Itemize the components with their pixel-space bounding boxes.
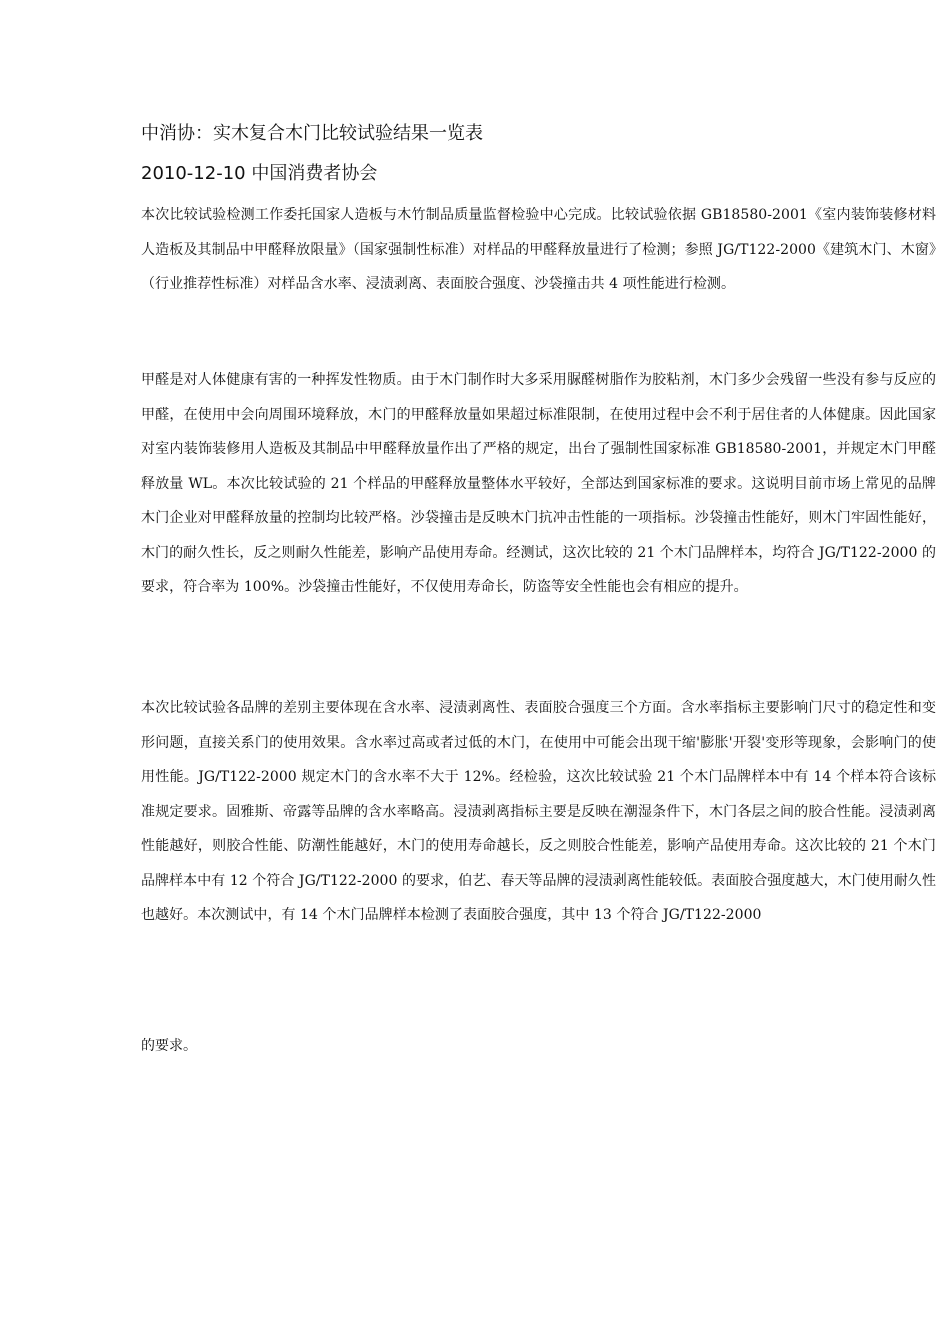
paragraph-tail: 的要求。	[141, 1038, 197, 1054]
paragraph-formaldehyde: 甲醛是对人体健康有害的一种挥发性物质。由于木门制作时大多采用脲醛树脂作为胶粘剂，木门多少会残留一些没有参与反应的甲醛，在使用中会向周围环境释放，木门的甲醛释放量如果超过标准限制，在使用过程中会不利于居住者的人体健康。因此国家对室内装饰装修用人造板及其制品中甲醛释放量作出了严格的规定，出台了强制性国家标准 GB18580-2001，并规定木门甲醛释放量 WL。本次比较试验的 21 个样品的甲醛释放量整体水平较好，全部达到国家标准的要求。这说明目前市场上常见的品牌木门企业对甲醛释放量的控制均比较严格。沙袋撞击是反映木门抗冲击性能的一项指标。沙袋撞击性能好，则木门牢固性能好，木门的耐久性长，反之则耐久性能差，影响产品使用寿命。经测试，这次比较的 21 个木门品牌样本，均符合 JG/T122-2000 的要求，符合率为 100%。沙袋撞击性能好，不仅使用寿命长，防盗等安全性能也会有相应的提升。	[141, 372, 936, 595]
paragraph-brand-differences: 本次比较试验各品牌的差别主要体现在含水率、浸渍剥离性、表面胶合强度三个方面。含水率指标主要影响门尺寸的稳定性和变形问题，直接关系门的使用效果。含水率过高或者过低的木门，在使用中可能会出现干缩'膨胀'开裂'变形等现象，会影响门的使用性能。JG/T122-2000 规定木门的含水率不大于 12%。经检验，这次比较试验 21 个木门品牌样本中有 14 个样本符合该标准规定要求。固雅斯、帝露等品牌的含水率略高。浸渍剥离指标主要是反映在潮湿条件下，木门各层之间的胶合性能。浸渍剥离性能越好，则胶合性能、防潮性能越好，木门的使用寿命越长，反之则胶合性能差，影响产品使用寿命。这次比较的 21 个木门品牌样本中有 12 个符合 JG/T122-2000 的要求，伯艺、春天等品牌的浸渍剥离性能较低。表面胶合强度越大，木门使用耐久性也越好。本次测试中，有 14 个木门品牌样本检测了表面胶合强度，其中 13 个符合 JG/T122-2000	[141, 700, 936, 923]
document-dateline: 2010-12-10 中国消费者协会	[141, 163, 378, 184]
paragraph-test-method: 本次比较试验检测工作委托国家人造板与木竹制品质量监督检验中心完成。比较试验依据 GB18580-2001《室内装饰装修材料人造板及其制品中甲醛释放限量》（国家强制性标准）对样品的甲醛释放量进行了检测；参照 JG/T122-2000《建筑木门、木窗》（行业推荐性标准）对样品含水率、浸渍剥离、表面胶合强度、沙袋撞击共 4 项性能进行检测。	[141, 207, 936, 292]
document-title: 中消协：实木复合木门比较试验结果一览表	[141, 123, 483, 144]
